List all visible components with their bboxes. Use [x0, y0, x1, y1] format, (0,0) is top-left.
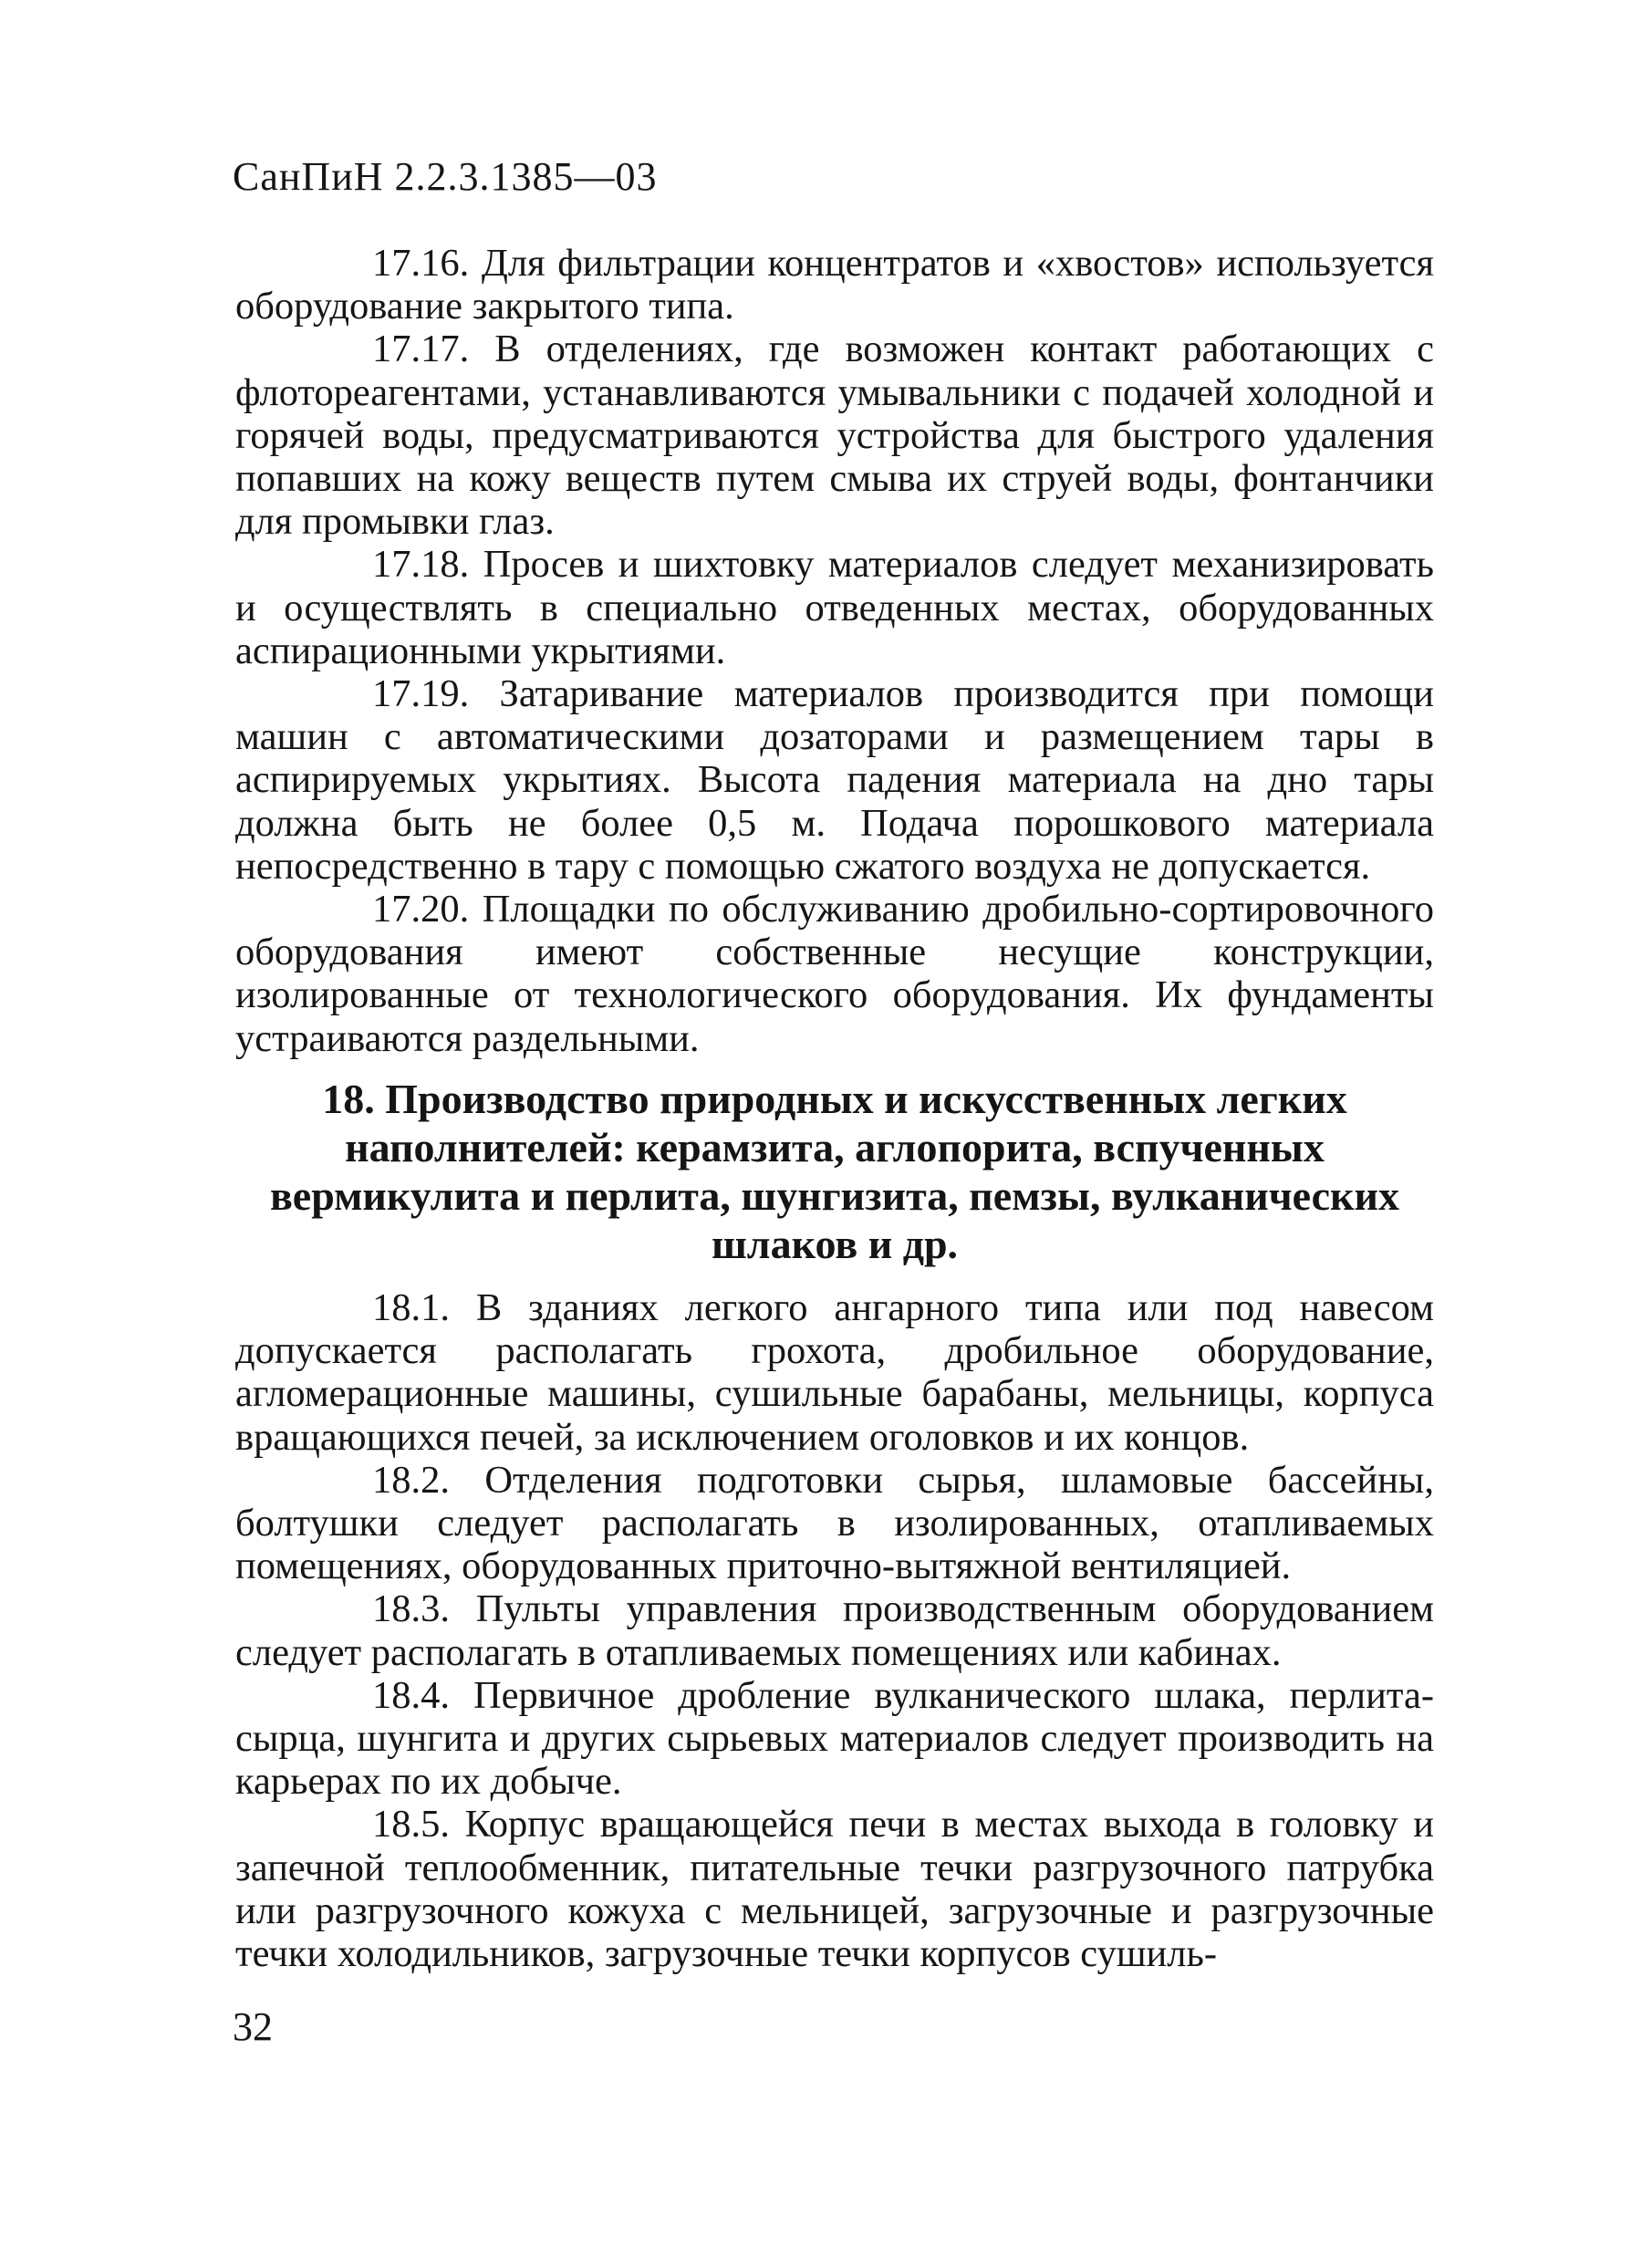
paragraph-18-4: 18.4. Первичное дробление вулканического шлака, перлита-сырца, шунгита и других сырьевых материалов следует производить на карьерах по их добыче. — [235, 1673, 1434, 1804]
paragraph-18-5: 18.5. Корпус вращающейся печи в местах выхода в головку и запечной теплообменник, питательные течки разгрузочного патрубка или разгрузочного кожуха с мельницей, загрузочные и разгрузочные течки холодильников, загрузочные течки корпусов сушиль- — [235, 1803, 1434, 1976]
section-18-body — [235, 1286, 1434, 1975]
section-18-heading: 18. Производство природных и искусственных легких наполнителей: керамзита, аглопорита, вспученных вермикулита и перлита, шунгизита, пемзы, вулканических шлаков и др. — [269, 1076, 1400, 1267]
paragraph-18-3: 18.3. Пульты управления производственным оборудованием следует располагать в отапливаемых помещениях или кабинах. — [235, 1587, 1434, 1674]
paragraph-17-16: 17.16. Для фильтрации концентратов и «хвостов» используется оборудование закрытого типа. — [235, 242, 1434, 328]
document-code-header: СанПиН 2.2.3.1385—03 — [233, 154, 658, 199]
section-17-body — [235, 242, 1434, 1060]
paragraph-17-17: 17.17. В отделениях, где возможен контакт работающих с флотореагентами, устанавливаются умывальники с подачей холодной и горячей воды, предусматриваются устройства для быстрого удаления попавших на кожу веществ путем смыва их струей воды, фонтанчики для промывки глаз. — [235, 328, 1434, 544]
paragraph-18-1: 18.1. В зданиях легкого ангарного типа или под навесом допускается располагать грохота, дробильное оборудование, агломерационные машины, сушильные барабаны, мельницы, корпуса вращающихся печей, за исключением оголовков и их концов. — [235, 1286, 1434, 1459]
paragraph-17-18: 17.18. Просев и шихтовку материалов следует механизировать и осуществлять в специально отведенных местах, оборудованных аспирационными укрытиями. — [235, 543, 1434, 672]
paragraph-17-20: 17.20. Площадки по обслуживанию дробильно-сортировочного оборудования имеют собственные несущие конструкции, изолированные от технологического оборудования. Их фундаменты устраиваются раздельными. — [235, 888, 1434, 1060]
page-number: 32 — [233, 2004, 273, 2049]
paragraph-18-2: 18.2. Отделения подготовки сырья, шламовые бассейны, болтушки следует располагать в изолированных, отапливаемых помещениях, оборудованных приточно-вытяжной вентиляцией. — [235, 1458, 1434, 1588]
paragraph-17-19: 17.19. Затаривание материалов производится при помощи машин с автоматическими дозаторами и размещением тары в аспирируемых укрытиях. Высота падения материала на дно тары должна быть не более 0,5 м. Подача порошкового материала непосредственно в тару с помощью сжатого воздуха не допускается. — [235, 672, 1434, 888]
